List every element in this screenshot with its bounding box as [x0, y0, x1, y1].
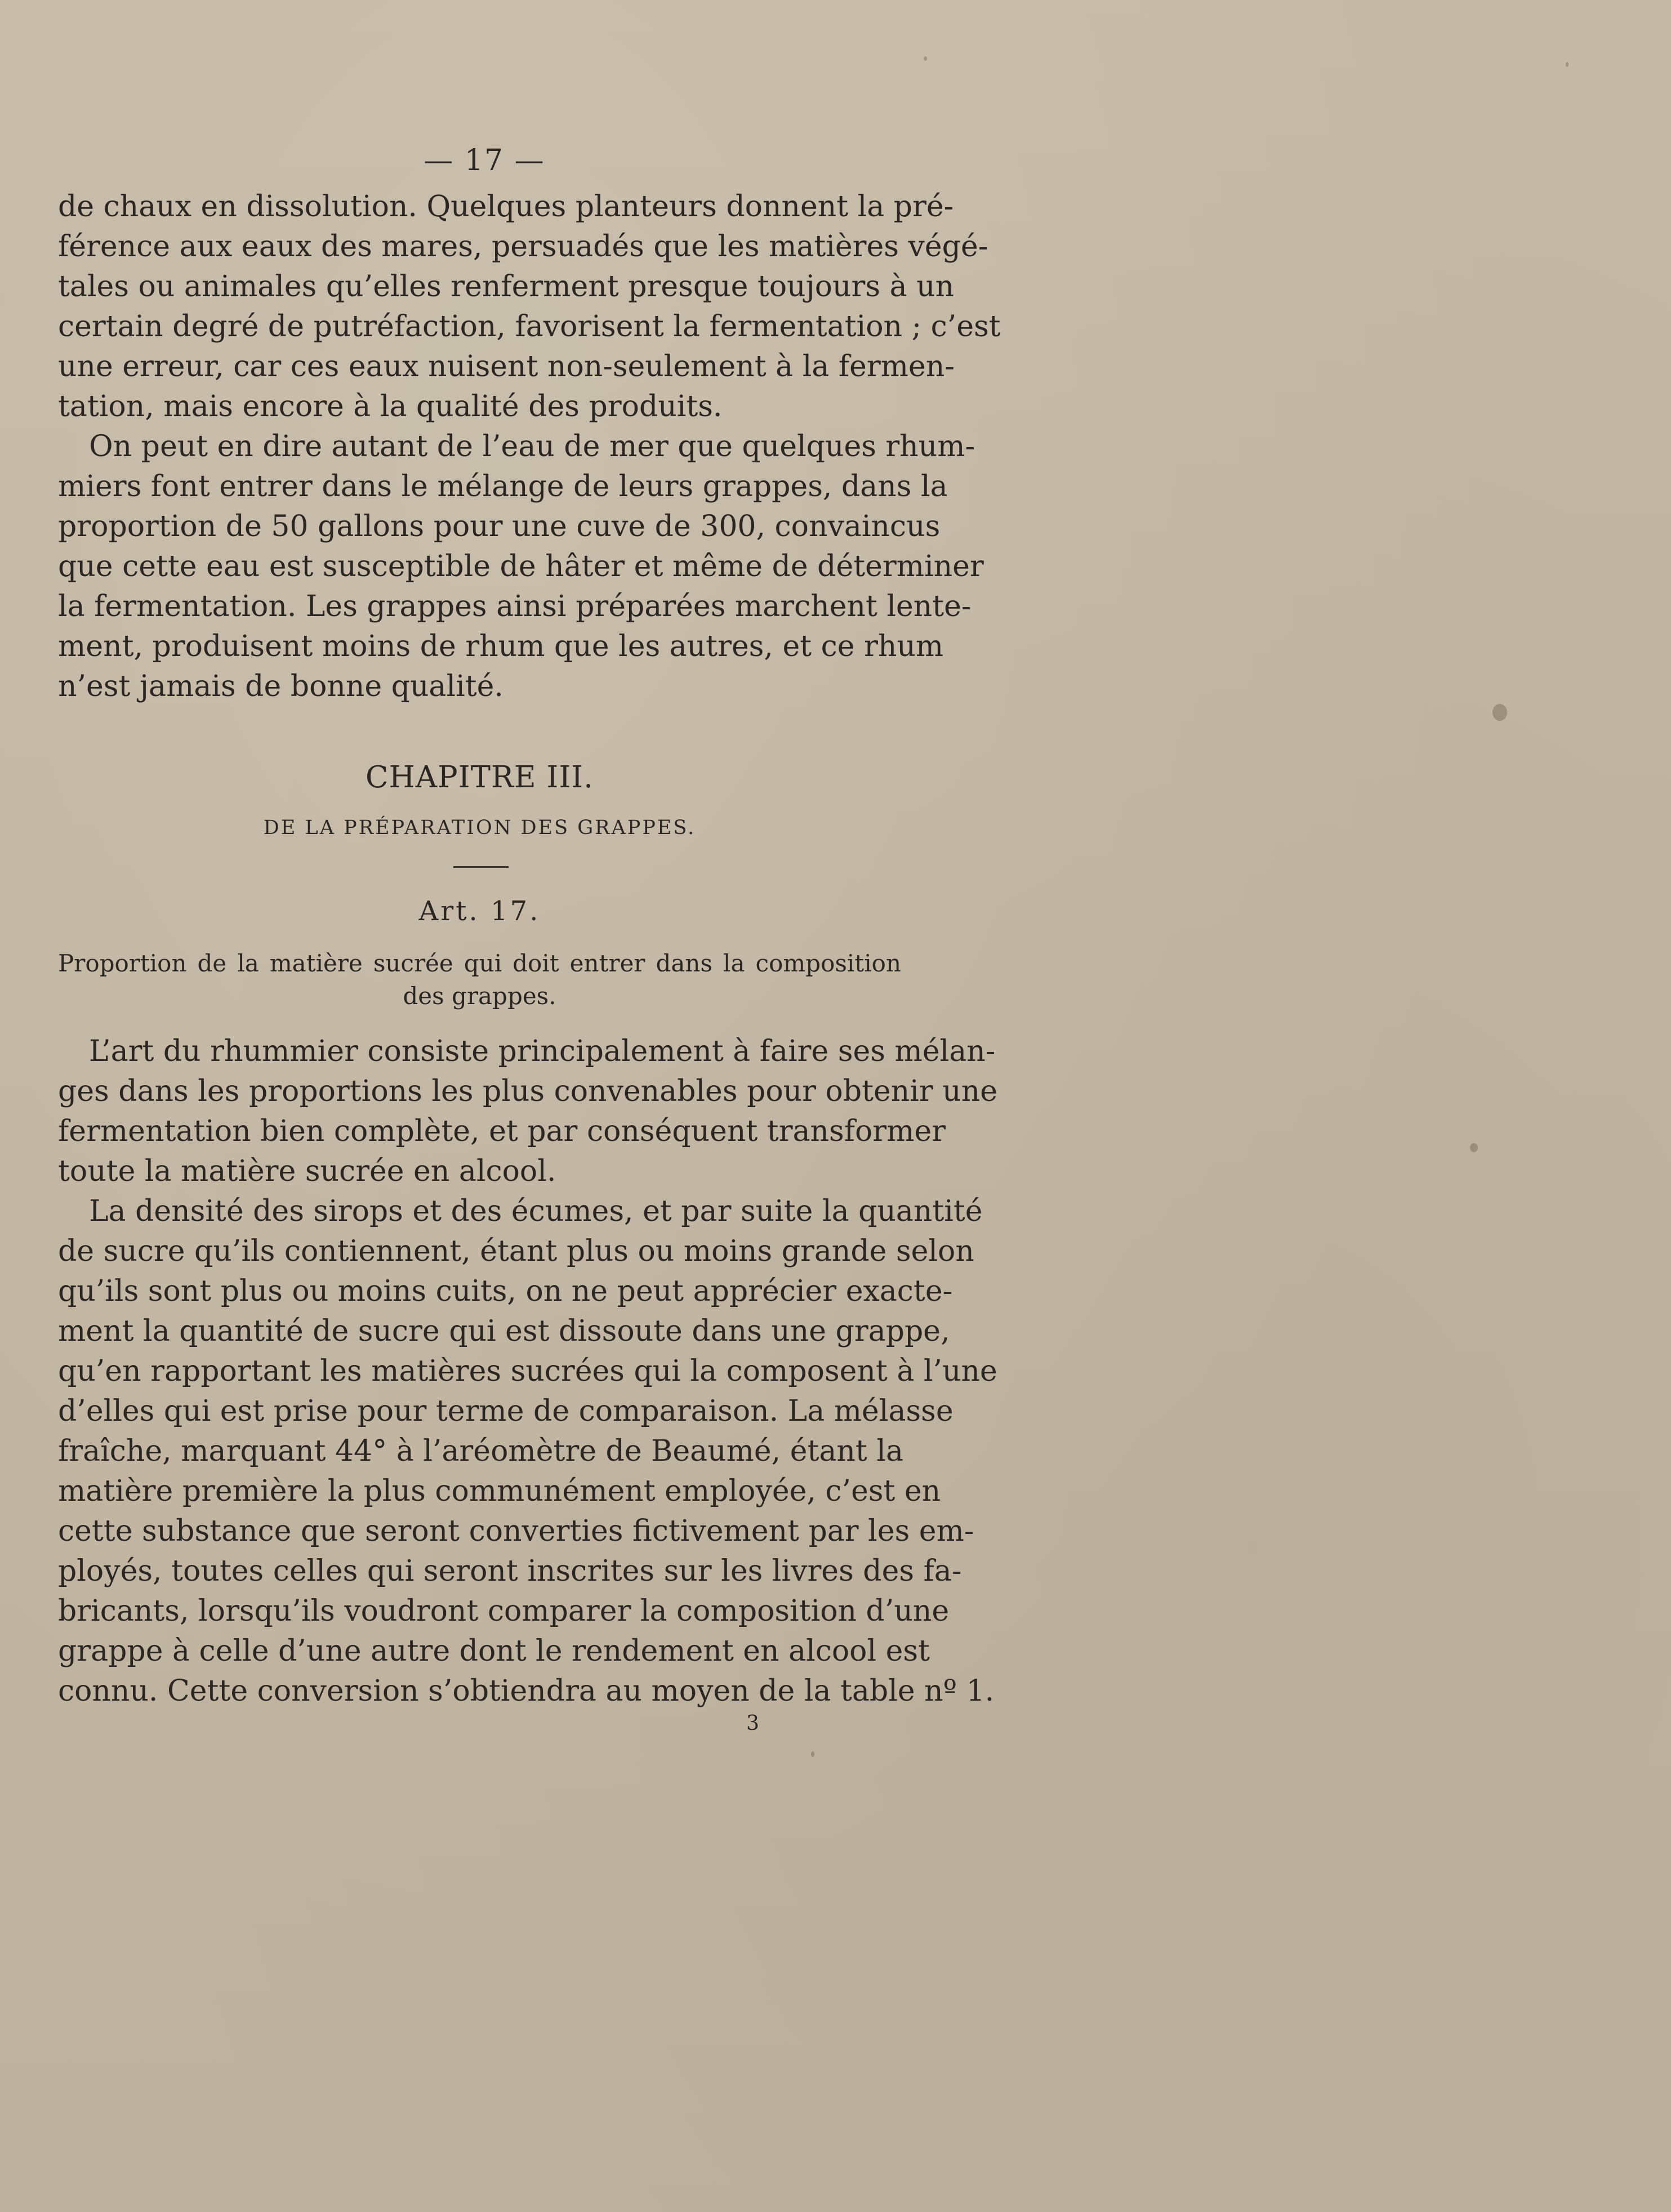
text-line: tation, mais encore à la qualité des produits. — [58, 390, 723, 423]
text-line: cette substance que seront converties fictivement par les em- — [58, 1514, 974, 1548]
paper-speck — [924, 56, 927, 61]
paragraph-group-2 — [58, 1032, 998, 1711]
text-line: toute la matière sucrée en alcool. — [58, 1154, 556, 1188]
text-line: matière première la plus communément employée, c’est en — [58, 1474, 941, 1508]
paper-speck — [1492, 704, 1507, 721]
text-line: qu’ils sont plus ou moins cuits, on ne peut apprécier exacte- — [58, 1274, 953, 1308]
text-line: On peut en dire autant de l’eau de mer que quelques rhum- — [89, 430, 975, 463]
article-heading: Art. 17. — [418, 895, 541, 927]
text-line: ment la quantité de sucre qui est dissoute dans une grappe, — [58, 1314, 950, 1348]
text-line: ment, produisent moins de rhum que les autres, et ce rhum — [58, 630, 944, 663]
section-divider — [453, 866, 509, 868]
text-line: L’art du rhummier consiste principalement à faire ses mélan- — [89, 1034, 996, 1068]
text-line: bricants, lorsqu’ils voudront comparer la composition d’une — [58, 1594, 950, 1628]
paper-speck — [1566, 62, 1568, 67]
text-line: la fermentation. Les grappes ainsi préparées marchent lente- — [58, 590, 972, 623]
paragraph-group-1 — [58, 187, 1001, 707]
text-line: de sucre qu’ils contiennent, étant plus ou moins grande selon — [58, 1234, 974, 1268]
page-number: — 17 — — [424, 144, 545, 177]
text-line: grappe à celle d’une autre dont le rendement en alcool est — [58, 1634, 930, 1668]
text-line: ges dans les proportions les plus convenables pour obtenir une — [58, 1074, 998, 1108]
text-line: fermentation bien complète, et par conséquent transformer — [58, 1114, 946, 1148]
chapter-subtitle: DE LA PRÉPARATION DES GRAPPES. — [263, 817, 696, 839]
text-line: une erreur, car ces eaux nuisent non-seulement à la fermen- — [58, 350, 955, 383]
text-line: férence aux eaux des mares, persuadés que les matières végé- — [58, 230, 988, 264]
signature-mark: 3 — [746, 1712, 759, 1735]
text-line: proportion de 50 gallons pour une cuve de 300, convaincus — [58, 510, 941, 543]
text-line: La densité des sirops et des écumes, et par suite la quantité — [89, 1194, 983, 1228]
text-line: que cette eau est susceptible de hâter et même de déterminer — [58, 550, 984, 583]
paper-speck — [1470, 1143, 1478, 1152]
text-line: fraîche, marquant 44° à l’aréomètre de Beaumé, étant la — [58, 1434, 903, 1468]
text-line: qu’en rapportant les matières sucrées qui la composent à l’une — [58, 1354, 997, 1388]
article-subtitle-line: des grappes. — [403, 982, 556, 1010]
text-line: d’elles qui est prise pour terme de comparaison. La mélasse — [58, 1394, 953, 1428]
article-subtitle-line: Proportion de la matière sucrée qui doit entrer dans la composition — [58, 949, 901, 977]
text-line: tales ou animales qu’elles renferment presque toujours à un — [58, 270, 955, 304]
text-line: ployés, toutes celles qui seront inscrites sur les livres des fa- — [58, 1554, 962, 1588]
text-line: n’est jamais de bonne qualité. — [58, 670, 503, 703]
article-subtitle — [58, 947, 901, 1013]
paper-speck — [811, 1751, 814, 1757]
text-line: miers font entrer dans le mélange de leurs grappes, dans la — [58, 470, 948, 503]
text-line: certain degré de putréfaction, favorisent la fermentation ; c’est — [58, 310, 1001, 344]
text-line: connu. Cette conversion s’obtiendra au moyen de la table nº 1. — [58, 1674, 995, 1708]
text-line: de chaux en dissolution. Quelques planteurs donnent la pré- — [58, 190, 954, 224]
chapter-title: CHAPITRE III. — [365, 760, 594, 795]
